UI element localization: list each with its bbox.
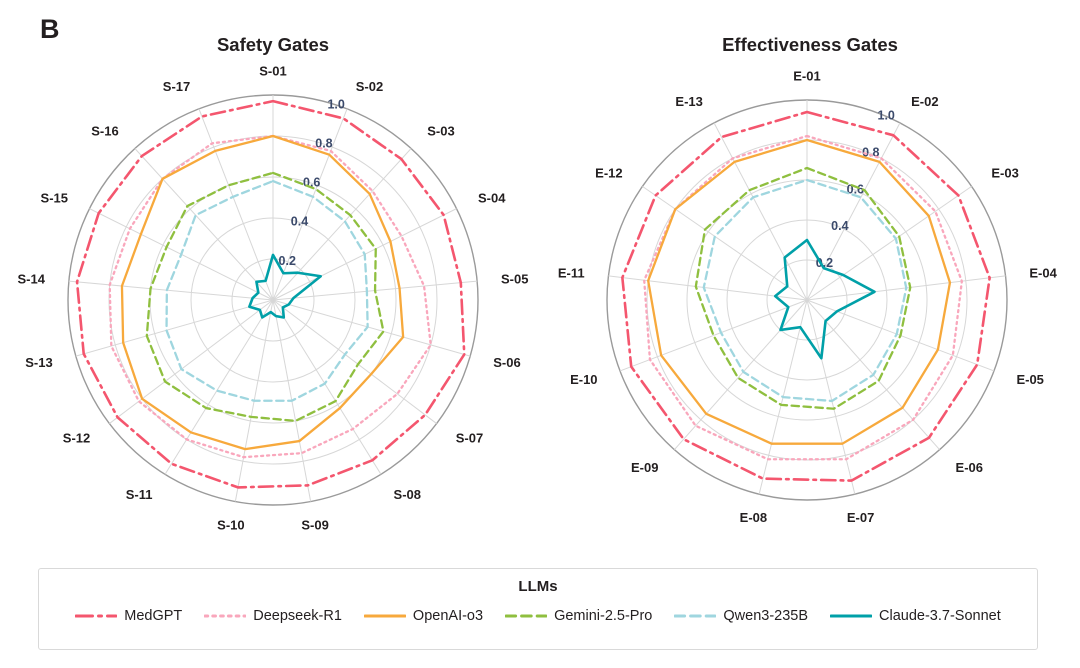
legend-item[interactable] (364, 608, 483, 624)
svg-text:S-17: S-17 (162, 78, 191, 94)
effectiveness-gates-radar-chart (545, 0, 1075, 560)
legend-item[interactable] (674, 608, 808, 624)
svg-text:E-10: E-10 (570, 371, 598, 387)
legend-swatch-deepseek-r1 (204, 610, 246, 622)
svg-text:0.4: 0.4 (831, 219, 849, 234)
svg-text:E-01: E-01 (793, 68, 821, 84)
svg-text:E-08: E-08 (739, 509, 768, 525)
legend-item-label: Deepseek-R1 (253, 608, 342, 624)
svg-text:S-03: S-03 (427, 123, 455, 139)
legend (38, 568, 1038, 650)
svg-text:1.0: 1.0 (877, 108, 895, 123)
legend-item-label: Gemini-2.5-Pro (554, 608, 653, 624)
svg-text:S-02: S-02 (355, 78, 384, 94)
svg-text:E-05: E-05 (1016, 371, 1044, 387)
legend-item-label: Claude-3.7-Sonnet (879, 608, 1001, 624)
legend-swatch-qwen3-235b (674, 610, 716, 622)
legend-swatch-openai-o3 (364, 610, 406, 622)
panel-label: B (40, 14, 60, 44)
svg-text:0.2: 0.2 (278, 253, 296, 268)
legend-item[interactable] (75, 608, 182, 624)
svg-text:S-13: S-13 (25, 355, 53, 371)
legend-swatch-claude-3-7-sonnet (830, 610, 872, 622)
legend-item[interactable] (830, 608, 1001, 624)
svg-text:S-15: S-15 (40, 190, 69, 206)
svg-text:1.0: 1.0 (327, 97, 345, 112)
svg-text:E-09: E-09 (630, 460, 659, 476)
svg-text:S-05: S-05 (501, 271, 529, 287)
legend-item-label: Qwen3-235B (723, 608, 809, 624)
svg-text:S-10: S-10 (217, 517, 245, 533)
effectiveness-gates-svg (545, 0, 1075, 560)
svg-text:S-04: S-04 (477, 190, 506, 206)
svg-text:S-11: S-11 (125, 487, 153, 503)
safety-gates-radar-chart (8, 0, 538, 560)
svg-text:E-03: E-03 (991, 165, 1019, 181)
svg-text:S-07: S-07 (455, 430, 484, 446)
svg-text:E-13: E-13 (675, 94, 703, 110)
svg-text:0.8: 0.8 (862, 145, 880, 160)
chart-title-effectiveness: Effectiveness Gates (722, 34, 898, 55)
svg-text:0.6: 0.6 (846, 182, 865, 197)
svg-text:E-11: E-11 (557, 265, 585, 281)
legend-swatch-medgpt (75, 610, 117, 622)
svg-text:E-04: E-04 (1029, 265, 1057, 281)
legend-item[interactable] (204, 608, 342, 624)
svg-text:S-08: S-08 (393, 487, 422, 503)
svg-text:E-06: E-06 (955, 460, 984, 476)
legend-item[interactable] (505, 608, 652, 624)
svg-text:E-07: E-07 (846, 509, 875, 525)
legend-swatch-gemini-2-5-pro (505, 610, 547, 622)
svg-text:0.4: 0.4 (290, 214, 309, 229)
legend-items (39, 608, 1037, 624)
chart-title-safety: Safety Gates (216, 34, 330, 55)
svg-text:S-16: S-16 (91, 123, 119, 139)
svg-text:0.2: 0.2 (815, 256, 834, 271)
svg-text:S-01: S-01 (259, 63, 287, 79)
safety-gates-svg (8, 0, 538, 560)
svg-text:0.8: 0.8 (315, 136, 333, 151)
svg-text:E-02: E-02 (911, 94, 939, 110)
svg-text:E-12: E-12 (595, 165, 623, 181)
svg-text:S-14: S-14 (17, 271, 45, 287)
svg-text:S-06: S-06 (493, 355, 521, 371)
svg-text:S-12: S-12 (62, 430, 91, 446)
legend-item-label: OpenAI-o3 (412, 608, 484, 624)
legend-title: LLMs (518, 578, 558, 595)
svg-text:S-09: S-09 (301, 517, 329, 533)
legend-item-label: MedGPT (124, 608, 183, 624)
svg-text:0.6: 0.6 (303, 175, 321, 190)
